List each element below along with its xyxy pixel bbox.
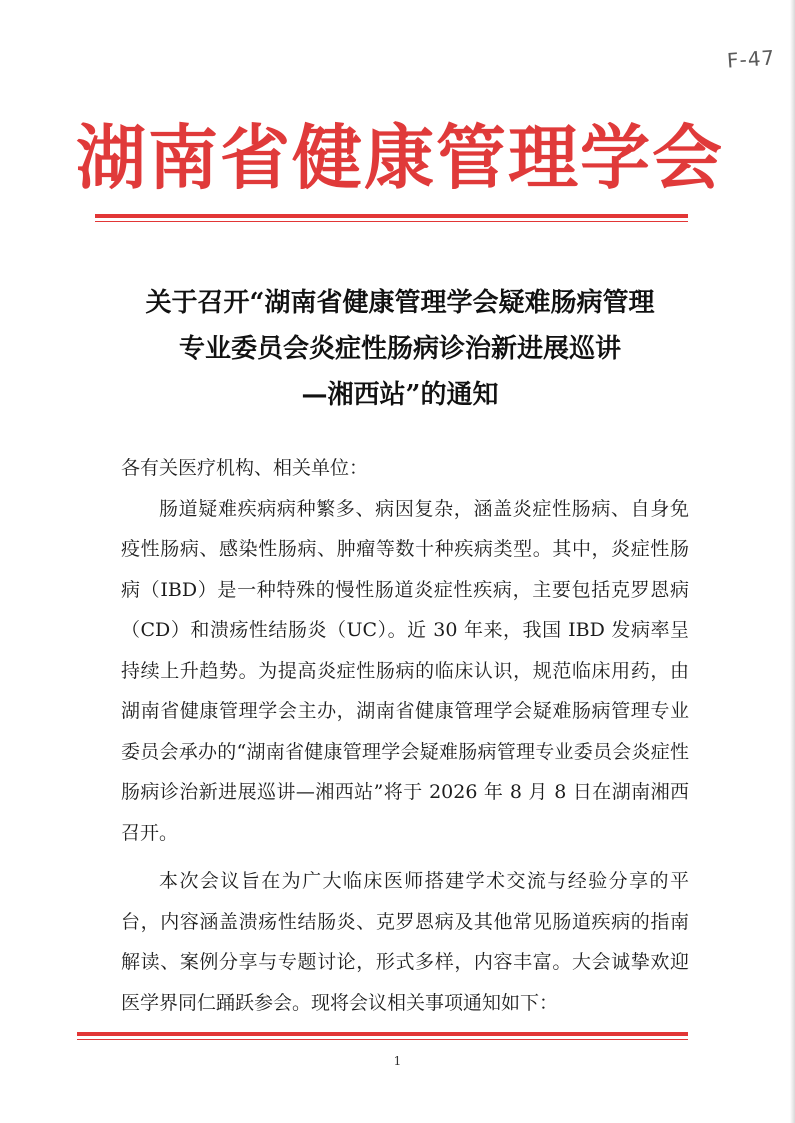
footer-divider [77,1032,688,1040]
title-line-1: 关于召开“湖南省健康管理学会疑难肠病管理 [145,288,655,318]
title-line-3: —湘西站”的通知 [301,380,499,410]
handwritten-file-mark: F-47 [726,45,776,73]
title-line-2: 专业委员会炎症性肠病诊治新进展巡讲 [178,334,621,364]
salutation: 各有关医疗机构、相关单位： [121,457,369,479]
page-number: 1 [393,1054,402,1068]
scan-edge-shadow [790,0,795,1123]
paragraph-purpose: 本次会议旨在为广大临床医师搭建学术交流与经验分享的平台，内容涵盖溃疡性结肠炎、克罗恩病及其他常见肠道疾病的指南解读、案例分享与专题讨论，形式多样，内容丰富。大会诚挚欢迎医学界同仁踊跃参会。现将会议相关事项通知如下： [121,870,689,1014]
notice-title [60,280,740,418]
letterhead-divider [95,214,688,222]
paragraph-background: 肠道疑难疾病病种繁多、病因复杂，涵盖炎症性肠病、自身免疫性肠病、感染性肠病、肿瘤等数十种疾病类型。其中，炎症性肠病（IBD）是一种特殊的慢性肠道炎症性疾病，主要包括克罗恩病（CD）和溃疡性结肠炎（UC）。近 30 年来，我国 IBD 发病率呈持续上升趋势。为提高炎症性肠病的临床认识，规范临床用药，由湖南省健康管理学会主办，湖南省健康管理学会疑难肠病管理专业委员会承办的“湖南省健康管理学会疑难肠病管理专业委员会炎症性肠病诊治新进展巡讲—湘西站”将于 2026 年 8 月 8 日在湖南湘西召开。 [121,497,689,844]
notice-body [121,448,689,1023]
organization-letterhead: 湖南省健康管理学会 [76,116,724,199]
